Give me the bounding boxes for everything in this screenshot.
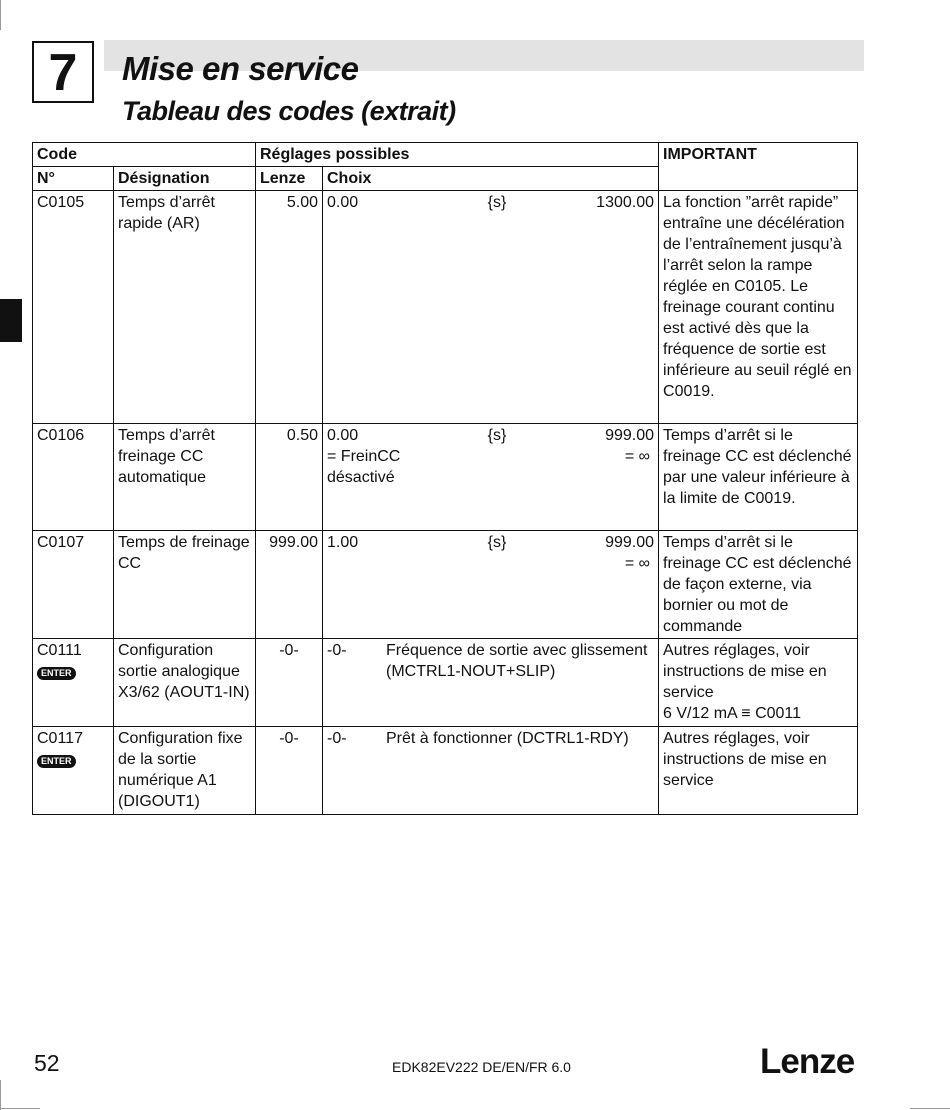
lenze-cell: -0- bbox=[256, 639, 323, 727]
page-subtitle: Tableau des codes (extrait) bbox=[122, 96, 456, 126]
code-table bbox=[32, 142, 858, 815]
page-title: Mise en service bbox=[122, 50, 359, 87]
designation-cell: Temps d’arrêt rapide (AR) bbox=[114, 191, 256, 424]
choix-cell bbox=[323, 531, 659, 639]
choix-code: -0- bbox=[327, 642, 347, 659]
choix-unit: {s} bbox=[487, 534, 507, 551]
table-row bbox=[33, 531, 858, 639]
choix-max: 999.00 bbox=[605, 427, 655, 444]
document-reference: EDK82EV222 DE/EN/FR 6.0 bbox=[392, 1059, 571, 1075]
choix-cell bbox=[323, 191, 659, 424]
important-extra: 6 V/12 mA ≡ C0011 bbox=[663, 705, 802, 722]
header-no: N° bbox=[33, 167, 114, 191]
designation-cell: Temps d’arrêt freinage CC automatique bbox=[114, 424, 256, 531]
important-cell: Temps d’arrêt si le freinage CC est déclenché par une valeur inférieure à la limite de C0019. bbox=[659, 424, 858, 531]
header-important: IMPORTANT bbox=[659, 143, 858, 191]
choix-description: Prêt à fonctionner (DCTRL1-RDY) bbox=[386, 730, 629, 747]
choix-unit: {s} bbox=[487, 194, 507, 211]
choix-min: 0.00 bbox=[327, 194, 359, 211]
lenze-cell: 0.50 bbox=[256, 424, 323, 531]
table-row bbox=[33, 639, 858, 727]
lenze-cell: -0- bbox=[256, 727, 323, 815]
chapter-side-tab bbox=[0, 299, 22, 342]
table-row bbox=[33, 424, 858, 531]
infinity-value: = ∞ bbox=[624, 448, 651, 465]
header-code: Code bbox=[33, 143, 256, 167]
choix-note: = FreinCC désactivé bbox=[327, 448, 401, 486]
choix-description: Fréquence de sortie avec glissement (MCTRL1-NOUT+SLIP) bbox=[386, 642, 648, 680]
infinity-value: = ∞ bbox=[624, 555, 651, 572]
code-cell: C0107 bbox=[33, 531, 114, 639]
crop-mark bbox=[0, 1080, 1, 1110]
choix-max: 1300.00 bbox=[596, 194, 655, 211]
header-lenze: Lenze bbox=[256, 167, 323, 191]
table-header-row bbox=[33, 143, 858, 167]
code-cell bbox=[33, 639, 114, 727]
important-text: Autres réglages, voir instructions de mise en service bbox=[663, 642, 827, 701]
code-cell: C0106 bbox=[33, 424, 114, 531]
enter-key-icon: ENTER bbox=[37, 755, 76, 768]
lenze-cell: 5.00 bbox=[256, 191, 323, 424]
crop-mark bbox=[0, 1108, 40, 1109]
header-reglages: Réglages possibles bbox=[256, 143, 659, 167]
designation-cell: Configuration sortie analogique X3/62 (AOUT1-IN) bbox=[114, 639, 256, 727]
header-designation: Désignation bbox=[114, 167, 256, 191]
important-cell: Temps d’arrêt si le freinage CC est déclenché de façon externe, via bornier ou mot de commande bbox=[659, 531, 858, 639]
table-row bbox=[33, 727, 858, 815]
designation-cell: Temps de freinage CC bbox=[114, 531, 256, 639]
table-row bbox=[33, 191, 858, 424]
code-value: C0111 bbox=[37, 642, 82, 659]
choix-cell bbox=[323, 639, 659, 727]
chapter-number: 7 bbox=[32, 41, 94, 103]
crop-mark bbox=[0, 0, 1, 30]
header-choix: Choix bbox=[323, 167, 659, 191]
choix-cell bbox=[323, 727, 659, 815]
enter-key-icon: ENTER bbox=[37, 667, 76, 680]
choix-unit: {s} bbox=[487, 427, 507, 444]
designation-cell: Configuration fixe de la sortie numérique A1 (DIGOUT1) bbox=[114, 727, 256, 815]
code-cell bbox=[33, 727, 114, 815]
crop-mark bbox=[910, 1108, 950, 1109]
code-cell: C0105 bbox=[33, 191, 114, 424]
important-cell: La fonction ”arrêt rapide” entraîne une décélération de l’entraînement jusqu’à l’arrêt selon la rampe réglée en C0105. Le freinage courant continu est activé dès que la fréquence de sortie est inférieure au seuil réglé en C0019. bbox=[659, 191, 858, 424]
choix-min: 0.00 bbox=[327, 427, 359, 444]
important-cell: Autres réglages, voir instructions de mise en service bbox=[659, 727, 858, 815]
choix-cell bbox=[323, 424, 659, 531]
choix-max: 999.00 bbox=[605, 534, 655, 551]
lenze-cell: 999.00 bbox=[256, 531, 323, 639]
page-number: 52 bbox=[34, 1050, 60, 1076]
code-value: C0117 bbox=[37, 730, 83, 747]
important-cell bbox=[659, 639, 858, 727]
lenze-logo: Lenze bbox=[760, 1042, 855, 1081]
choix-code: -0- bbox=[327, 730, 347, 747]
choix-min: 1.00 bbox=[327, 534, 359, 551]
